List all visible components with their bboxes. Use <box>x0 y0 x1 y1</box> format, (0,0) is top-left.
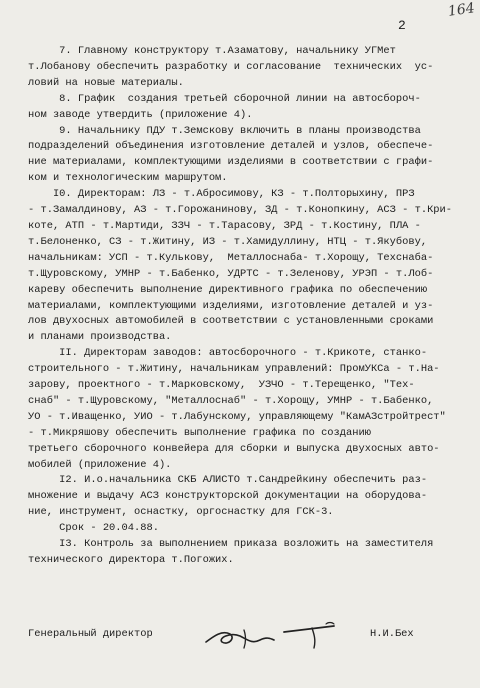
text-line: - т.Замалдинову, АЗ - т.Горожанинову, ЗД - т.Конопкину, АСЗ - т.Кри- <box>28 204 453 217</box>
text-line: - т.Микряшову обеспечить выполнение графика по созданию <box>28 426 371 439</box>
page-number: 2 <box>398 18 406 33</box>
text-line: т.Щуровскому, УМНР - т.Бабенко, УДРТС - т.Зеленову, УРЭП - т.Лоб- <box>28 267 434 280</box>
text-line: коте, АТП - т.Мартиди, ЗЗЧ - т.Тарасову, ЗРД - т.Костину, ПЛА - <box>28 219 421 232</box>
text-line: I0. Директорам: ЛЗ - т.Абросимову, КЗ - т.Полторыхину, ПРЗ <box>28 188 415 201</box>
text-line: Срок - 20.04.88. <box>28 522 159 535</box>
text-line: II. Директорам заводов: автосборочного - т.Крикоте, станко- <box>28 347 428 360</box>
text-line: и планами производства. <box>28 331 172 344</box>
text-line: ние материалами, комплектующими изделиями в соответствии с графи- <box>28 156 434 169</box>
text-line: УО - т.Иващенко, УИО - т.Лабунскому, управляющему "КамАЗстройтрест" <box>28 410 446 423</box>
text-line: I2. И.о.начальника СКБ АЛИСТО т.Сандрейкину обеспечить раз- <box>28 474 428 487</box>
text-line: I3. Контроль за выполнением приказа возложить на заместителя <box>28 538 434 551</box>
signatory-name: Н.И.Бех <box>370 628 414 640</box>
order-body <box>28 44 468 569</box>
text-line: подразделений объединения изготовление деталей и узлов, обеспече- <box>28 140 434 153</box>
text-line: множение и выдачу АСЗ конструкторской документации на оборудова- <box>28 490 428 503</box>
text-line: 9. Начальнику ПДУ т.Земскову включить в планы производства <box>28 124 421 137</box>
text-line: ком и технологическим маршрутом. <box>28 172 228 185</box>
text-line: т.Лобанову обеспечить разработку и согласование технических ус- <box>28 60 434 73</box>
text-line: зарову, проектного - т.Марковскому, УЗЧО - т.Терещенко, "Тех- <box>28 379 415 392</box>
handwritten-signature <box>200 618 350 652</box>
text-line: т.Белоненко, СЗ - т.Житину, ИЗ - т.Хамидуллину, НТЦ - т.Якубову, <box>28 235 428 248</box>
text-line: ловий на новые материалы. <box>28 76 184 89</box>
text-line: ние, инструмент, оснастку, оргоснастку для ГСК-3. <box>28 506 334 519</box>
text-line: третьего сборочного конвейера для сборки и выпуска двухосных авто- <box>28 442 440 455</box>
archive-number: 164 <box>447 0 476 20</box>
signature-block <box>28 624 468 650</box>
text-line: технического директора т.Погожих. <box>28 554 234 566</box>
text-line: 7. Главному конструктору т.Азаматову, начальнику УГМет <box>28 45 396 57</box>
text-line: ном заводе утвердить (приложение 4). <box>28 108 253 121</box>
text-line: кареву обеспечить выполнение директивного графика по обеспечению <box>28 283 428 296</box>
text-line: мобилей (приложение 4). <box>28 458 172 471</box>
text-line: материалами, комплектующими изделиями, изготовление деталей и уз- <box>28 299 434 312</box>
text-line: строительного - т.Житину, начальникам управлений: ПромУКСа - т.На- <box>28 363 440 376</box>
text-line: 8. График создания третьей сборочной линии на автосбороч- <box>28 92 421 105</box>
text-line: начальникам: УСП - т.Кулькову, Металлоснаба- т.Хорощу, Техснаба- <box>28 251 434 264</box>
text-line: лов двухосных автомобилей в соответствии с установленными сроками <box>28 315 434 328</box>
signatory-title: Генеральный директор <box>28 628 153 640</box>
text-line: снаб" - т.Щуровскому, "Металлоснаб" - т.Хорощу, УМНР - т.Бабенко, <box>28 394 434 407</box>
